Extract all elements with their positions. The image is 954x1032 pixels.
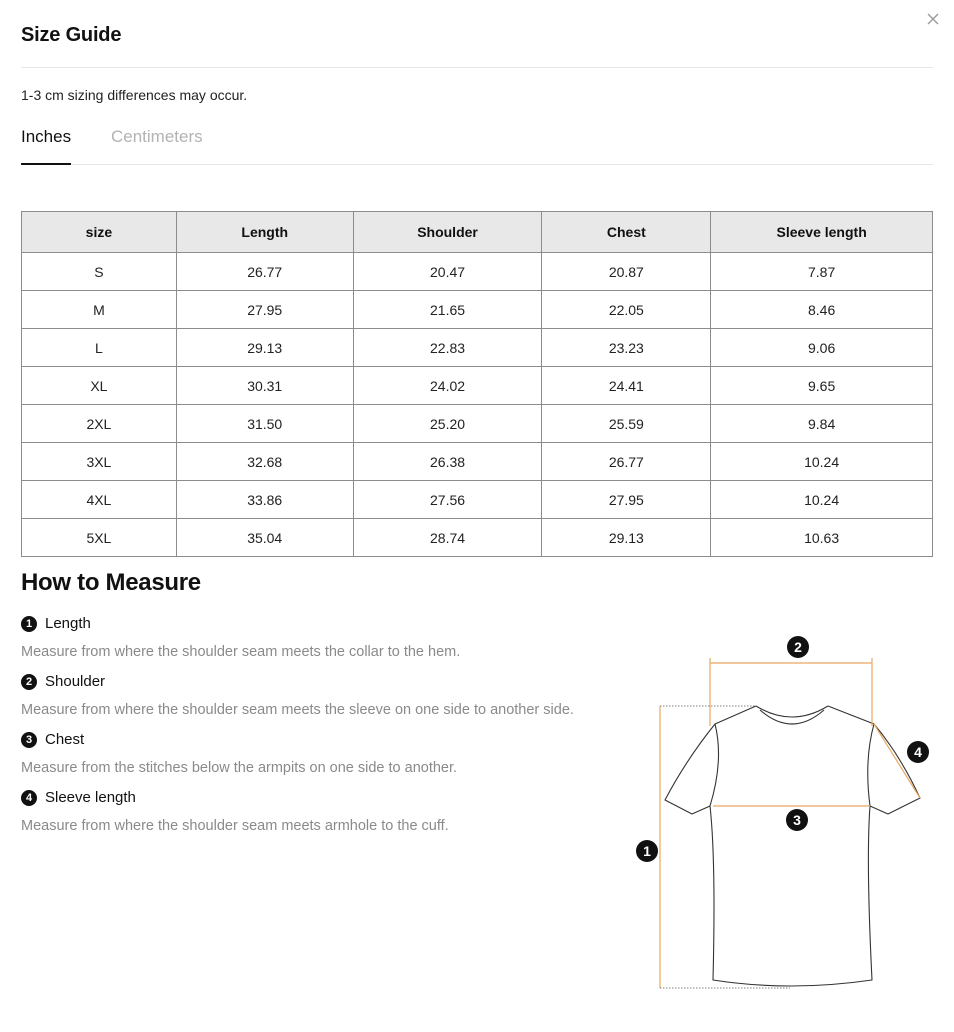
table-cell: 25.59 <box>542 405 711 443</box>
table-row <box>22 519 933 557</box>
measure-item-length <box>21 612 621 670</box>
table-cell: 29.13 <box>542 519 711 557</box>
table-cell: 24.41 <box>542 367 711 405</box>
measure-item-sleeve-length <box>21 786 621 844</box>
table-cell: 4XL <box>22 481 177 519</box>
number-badge: 3 <box>21 732 37 748</box>
table-cell: 20.87 <box>542 253 711 291</box>
table-row <box>22 405 933 443</box>
tab-inches[interactable]: Inches <box>21 127 71 165</box>
table-cell: 5XL <box>22 519 177 557</box>
tshirt-measurement-diagram <box>620 620 950 1000</box>
measure-label: Chest <box>45 731 85 748</box>
table-cell: 21.65 <box>353 291 542 329</box>
table-cell: 23.23 <box>542 329 711 367</box>
tshirt-icon <box>665 706 920 986</box>
table-cell: 9.84 <box>711 405 933 443</box>
table-header-row <box>22 212 933 253</box>
table-cell: 20.47 <box>353 253 542 291</box>
tab-centimeters[interactable]: Centimeters <box>111 127 203 146</box>
table-cell: 27.95 <box>176 291 353 329</box>
measure-item-shoulder <box>21 670 621 728</box>
table-cell: L <box>22 329 177 367</box>
measure-label: Length <box>45 615 91 632</box>
measure-item-chest <box>21 728 621 786</box>
table-cell: 30.31 <box>176 367 353 405</box>
column-header: size <box>22 212 177 253</box>
table-cell: 33.86 <box>176 481 353 519</box>
measure-description: Measure from where the shoulder seam meets the sleeve on one side to another side. <box>21 702 574 718</box>
number-badge: 4 <box>21 790 37 806</box>
marker-length: 1 <box>643 843 651 859</box>
measure-description: Measure from where the shoulder seam meets armhole to the cuff. <box>21 818 449 834</box>
table-cell: M <box>22 291 177 329</box>
table-cell: 26.77 <box>542 443 711 481</box>
size-table <box>21 211 933 557</box>
table-row <box>22 481 933 519</box>
table-cell: 29.13 <box>176 329 353 367</box>
table-cell: S <box>22 253 177 291</box>
measure-label: Sleeve length <box>45 789 136 806</box>
measure-description: Measure from where the shoulder seam meets the collar to the hem. <box>21 644 461 660</box>
table-row <box>22 367 933 405</box>
table-cell: 2XL <box>22 405 177 443</box>
unit-tabs <box>21 118 933 165</box>
table-cell: 26.77 <box>176 253 353 291</box>
table-cell: 26.38 <box>353 443 542 481</box>
table-row <box>22 253 933 291</box>
table-cell: 27.95 <box>542 481 711 519</box>
close-icon <box>924 10 942 28</box>
measure-description: Measure from the stitches below the armpits on one side to another. <box>21 760 458 776</box>
table-row <box>22 291 933 329</box>
table-cell: 32.68 <box>176 443 353 481</box>
header-divider <box>21 67 933 68</box>
table-cell: XL <box>22 367 177 405</box>
table-row <box>22 329 933 367</box>
modal-title: Size Guide <box>21 24 122 46</box>
table-cell: 10.24 <box>711 481 933 519</box>
diagram-markers <box>636 636 929 862</box>
table-cell: 31.50 <box>176 405 353 443</box>
column-header: Sleeve length <box>711 212 933 253</box>
table-cell: 28.74 <box>353 519 542 557</box>
marker-sleeve: 4 <box>914 744 922 760</box>
marker-chest: 3 <box>793 812 801 828</box>
table-cell: 22.83 <box>353 329 542 367</box>
table-cell: 27.56 <box>353 481 542 519</box>
table-cell: 9.06 <box>711 329 933 367</box>
table-cell: 9.65 <box>711 367 933 405</box>
table-cell: 22.05 <box>542 291 711 329</box>
how-to-measure-heading: How to Measure <box>21 569 201 596</box>
sizing-note: 1-3 cm sizing differences may occur. <box>21 87 248 103</box>
table-cell: 7.87 <box>711 253 933 291</box>
table-row <box>22 443 933 481</box>
table-cell: 24.02 <box>353 367 542 405</box>
table-body <box>22 253 933 557</box>
column-header: Length <box>176 212 353 253</box>
number-badge: 2 <box>21 674 37 690</box>
table-cell: 25.20 <box>353 405 542 443</box>
table-cell: 8.46 <box>711 291 933 329</box>
table-cell: 10.63 <box>711 519 933 557</box>
table-cell: 10.24 <box>711 443 933 481</box>
measurement-guides <box>660 706 790 988</box>
number-badge: 1 <box>21 616 37 632</box>
column-header: Chest <box>542 212 711 253</box>
table-cell: 35.04 <box>176 519 353 557</box>
marker-shoulder: 2 <box>794 639 802 655</box>
column-header: Shoulder <box>353 212 542 253</box>
close-button[interactable] <box>924 10 942 28</box>
measure-list <box>21 612 621 844</box>
measure-label: Shoulder <box>45 673 106 690</box>
table-cell: 3XL <box>22 443 177 481</box>
